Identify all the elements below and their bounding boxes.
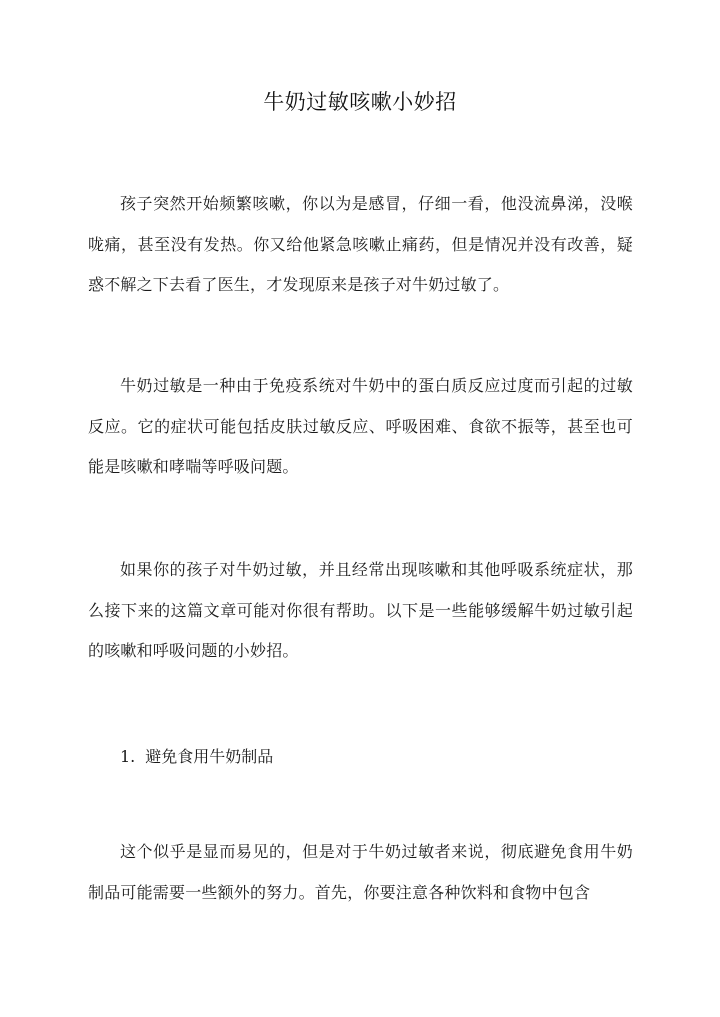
- paragraph-purpose: 如果你的孩子对牛奶过敏，并且经常出现咳嗽和其他呼吸系统症状，那么接下来的这篇文章可能对你很有帮助。以下是一些能够缓解牛奶过敏引起的咳嗽和呼吸问题的小妙招。: [88, 560, 633, 660]
- document-title: 牛奶过敏咳嗽小妙招: [263, 90, 457, 114]
- paragraph-definition: 牛奶过敏是一种由于免疫系统对牛奶中的蛋白质反应过度而引起的过敏反应。它的症状可能包括皮肤过敏反应、呼吸困难、食欲不振等，甚至也可能是咳嗽和哮喘等呼吸问题。: [88, 376, 633, 476]
- paragraph-section-body: 这个似乎是显而易见的，但是对于牛奶过敏者来说，彻底避免食用牛奶制品可能需要一些额外的努力。首先，你要注意各种饮料和食物中包含: [88, 842, 633, 902]
- section-heading-text: 避免食用牛奶制品: [145, 747, 274, 766]
- paragraph-intro: 孩子突然开始频繁咳嗽，你以为是感冒，仔细一看，他没流鼻涕，没喉咙痛，甚至没有发热。你又给他紧急咳嗽止痛药，但是情况并没有改善，疑惑不解之下去看了医生，才发现原来是孩子对牛奶过敏了。: [88, 194, 633, 294]
- section-heading: [120, 737, 273, 777]
- section-number: 1.: [120, 747, 136, 766]
